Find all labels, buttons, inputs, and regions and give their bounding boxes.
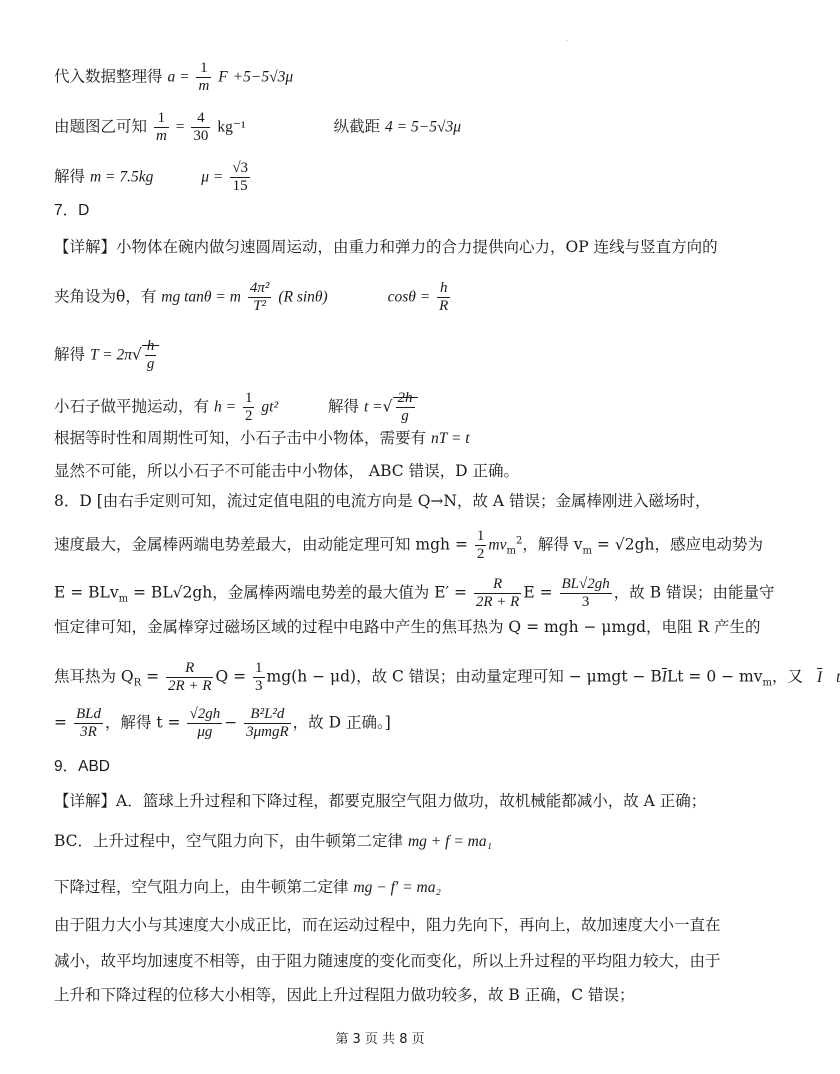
line-resistance-3: 上升和下降过程的位移大小相等，因此上升过程阻力做功较多，故 B 正确，C 错误； — [54, 986, 635, 1004]
line-projectile: 小石子做平抛运动，有 h = $\frac{1}{2}$ gt² 解得 t =√ $\frac{2h}{g}$ — [54, 390, 720, 425]
math: t = — [363, 398, 383, 416]
fraction-4pi2-over-T2: $\frac{\text{4π²}}{\text{T²}}$ — [249, 280, 270, 314]
fraction-h-over-R: $\frac{h}{R}$ — [439, 280, 449, 314]
detail-tag: 【详解】 — [54, 792, 117, 810]
text: 代入数据整理得 — [54, 67, 163, 86]
math: (R sinθ) — [278, 288, 328, 306]
q8-line-6: = $\frac{\text{BLd}}{3R}$ ，解得 t = $\frac{√2gh}{\mu g}$ − $\frac{\text{B²L²d}}{\text{3μmgR}}$ ，故 D 正确。] — [54, 706, 391, 740]
text: A．篮球上升过程和下降过程，都要克服空气阻力做功，故机械能都减小，故 A 正确； — [116, 792, 707, 810]
unit: kg⁻¹ — [217, 118, 246, 136]
math-cos: cosθ = — [387, 288, 431, 306]
fraction-BLd-over-3R: $\frac{\text{BLd}}{3R}$ — [75, 706, 101, 740]
q8-line-2: 速度最大，金属棒两端电势差最大，由动能定理可知 mgh = $\frac{1}{2}$ $mv_m^2$，解得 $v_m = √2gh$，感应电动势为 — [54, 528, 763, 562]
text: 夹角设为θ，有 — [54, 287, 157, 306]
fraction-B2L2d-over-3mumgR: $\frac{\text{B²L²d}}{\text{3μmgR}}$ — [246, 706, 289, 740]
math: mg + f = ma₁ — [407, 833, 492, 850]
fraction-2h-over-g: $\frac{2h}{g}$ — [397, 390, 413, 424]
question-9-answer: 9．ABD — [54, 758, 110, 775]
fraction-4-over-30: $\frac{4}{30}$ — [193, 110, 209, 144]
scan-mark: · — [566, 38, 568, 45]
question-7-answer: 7．D — [54, 202, 90, 219]
math-a: a = — [167, 68, 190, 86]
line-periodicity — [54, 427, 720, 450]
line-period: 解得 T = 2π√ $\frac{h}{g}$ — [54, 338, 720, 373]
math-m-value: m = 7.5kg — [89, 168, 154, 186]
fraction-one-half: $\frac{1}{2}$ — [476, 528, 485, 562]
line-resistance-2: 减小，故平均加速度不相等，由于阻力随速度的变化而变化，所以上升过程的平均阻力较大，由于 — [54, 952, 721, 970]
fraction-mu: $\frac{√3}{15}$ — [232, 160, 249, 194]
line-angle — [54, 280, 720, 315]
text: 由题图乙可知 — [54, 117, 148, 136]
page-footer: 第 3 页 共 8 页 — [335, 1032, 425, 1047]
text: 下降过程，空气阻力向上，由牛顿第二定律 — [54, 878, 349, 896]
q8-line-3: E = BLv$_m$ = BL√2gh，金属棒两端电势差的最大值为 E′ = $\frac{R}{2R + R}$ E = $\frac{BL√2gh}{3}$ ，故 B 错误；由能量守 — [54, 576, 775, 610]
text: 根据等时性和周期性可知，小石子击中小物体，需要有 — [54, 429, 427, 447]
fraction-sqrt-over-mug: $\frac{√2gh}{\mu g}$ — [189, 706, 221, 740]
q8-line-1: 8．D [由右手定则可知，流过定值电阻的电流方向是 Q→N，故 A 错误；金属棒刚进入磁场时， — [54, 492, 711, 510]
math: h = — [213, 398, 237, 416]
math: mg tanθ = m — [161, 288, 241, 306]
math-tail: +5−5√3μ — [232, 68, 294, 86]
text: BC．上升过程中，空气阻力向下，由牛顿第二定律 — [54, 832, 404, 850]
math: gt² — [261, 398, 279, 416]
fraction-h-over-g: $\frac{h}{g}$ — [146, 338, 155, 372]
text: 解得 — [54, 167, 86, 186]
line-ascent — [54, 830, 720, 853]
text: 解得 — [54, 345, 86, 364]
math: mg − f′ = ma₂ — [353, 879, 441, 896]
text: 解得 — [328, 397, 360, 416]
math: T = 2π — [89, 346, 133, 364]
text: 纵截距 — [333, 117, 381, 136]
line-descent — [54, 876, 720, 899]
line-resistance-1: 由于阻力大小与其速度大小成正比，而在运动过程中，阻力先向下，再向上，故加速度大小一直在 — [54, 916, 721, 934]
fraction-1-over-m: $\frac{1}{m}$ — [155, 110, 167, 144]
line-substitute — [54, 60, 720, 95]
math: nT = t — [430, 430, 470, 447]
fraction-BL-sqrt-over-3: $\frac{BL√2gh}{3}$ — [561, 576, 610, 610]
line-conclusion-7: 显然不可能，所以小石子不可能击中小物体， ABC 错误，D 正确。 — [54, 462, 519, 480]
fraction-R-over-2R-plus-R: $\frac{R}{2R + R}$ — [168, 660, 212, 694]
q8-line-4: 恒定律可知，金属棒穿过磁场区域的过程中电路中产生的焦耳热为 Q = mgh − μmgd，电阻 R 产生的 — [54, 618, 761, 636]
text: 小物体在碗内做匀速圆周运动，由重力和弹力的合力提供向心力，OP 连线与竖直方向的 — [116, 238, 718, 256]
line-solve-m: 解得 m = 7.5kg μ = $\frac{√3}{15}$ — [54, 160, 249, 194]
text: 小石子做平抛运动，有 — [54, 397, 210, 416]
fraction-one-third: $\frac{1}{3}$ — [255, 660, 263, 694]
math-intercept: 4 = 5−5√3μ — [385, 118, 461, 136]
detail-tag: 【详解】 — [54, 238, 117, 256]
line-from-graph: 由题图乙可知 $\frac{1}{m}$ = $\frac{4}{30}$ kg⁻¹ 纵截距 4 = 5−5√3μ — [54, 110, 461, 144]
fraction-1-over-m: $\frac{1}{m}$ — [198, 60, 210, 94]
fraction-R-over-2R-plus-R: $\frac{R}{2R + R}$ — [475, 576, 520, 610]
line-detail-7 — [54, 236, 720, 258]
math-F: F — [218, 68, 228, 86]
line-detail-9 — [54, 790, 720, 812]
fraction-one-half: $\frac{1}{2}$ — [244, 390, 253, 424]
q8-line-5: 焦耳热为 $Q_R$ = $\frac{R}{2R + R}$ Q = $\frac{1}{3}$ mg(h − μd)，故 C 错误；由动量定理可知 − $\mu mgt - B\overline{I}Lt = 0 - mv_m$，又 $\overline{I}$ — [54, 660, 823, 694]
